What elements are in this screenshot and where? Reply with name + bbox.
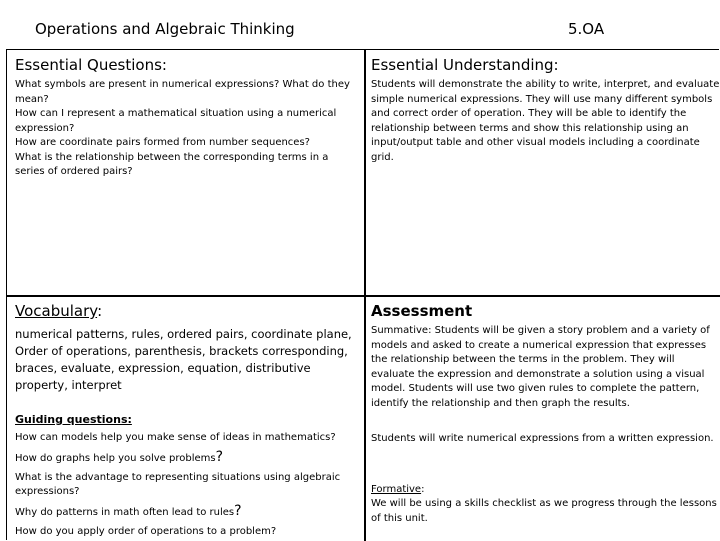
assessment-title: Assessment <box>371 302 473 320</box>
assessment-cell <box>371 302 720 526</box>
guiding-question-2 <box>15 450 360 466</box>
formative-label: Formative <box>371 483 422 495</box>
guiding-question-4 <box>15 504 360 520</box>
guiding-question-3: What is the advantage to representing situations using algebraic expressions? <box>15 472 341 497</box>
vocabulary-text: numerical patterns, rules, ordered pairs, coordinate plane, Order of operations, parenthesis, brackets corresponding, braces, evaluate, expression, equation, distributive property, interpret <box>15 327 352 392</box>
guiding-question-2-mark: ? <box>215 449 224 465</box>
formative-text: We will be using a skills checklist as we progress through the lessons of this unit. <box>371 498 717 524</box>
essential-understanding-text: Students will demonstrate the ability to write, interpret, and evaluate simple numerical expressions. They will use many different symbols and correct order of operation. They will be able to identify the relationship between terms and show this relationship using an input/output table and other visual models including a coordinate grid. <box>371 79 720 163</box>
summative-extra: Students will write numerical expressions from a written expression. <box>371 433 714 444</box>
essential-questions-cell <box>15 56 355 180</box>
vocabulary-heading <box>15 302 360 320</box>
vocabulary-title: Vocabulary <box>15 302 98 320</box>
essential-question-item: How are coordinate pairs formed from number sequences? <box>15 137 310 148</box>
guiding-question-4-text: Why do patterns in math often lead to rules <box>15 507 235 518</box>
grid-horizontal-divider <box>7 295 720 297</box>
summative-paragraph <box>371 324 720 411</box>
formative-colon: : <box>421 483 425 495</box>
essential-understanding-cell <box>371 56 720 165</box>
essential-understanding-title: Essential Understanding: <box>371 56 559 74</box>
vocabulary-cell <box>15 302 360 539</box>
essential-question-item: How can I represent a mathematical situation using a numerical expression? <box>15 108 337 134</box>
document-title: Operations and Algebraic Thinking <box>35 20 295 38</box>
guiding-question-5: How do you apply order of operations to a problem? <box>15 526 277 537</box>
vocabulary-colon: : <box>97 302 103 320</box>
standard-code: 5.OA <box>568 20 605 38</box>
essential-question-item: What is the relationship between the corresponding terms in a series of ordered pairs? <box>15 151 329 177</box>
essential-questions-title: Essential Questions: <box>15 56 167 74</box>
planning-grid <box>6 49 719 540</box>
guiding-questions-title: Guiding questions: <box>15 413 132 426</box>
formative-heading <box>371 483 720 498</box>
essential-question-item: What symbols are present in numerical expressions? What do they mean? <box>15 79 350 105</box>
guiding-question-2-text: How do graphs help you solve problems <box>15 453 216 464</box>
summative-label: Summative: <box>371 325 432 336</box>
summative-text: Students will be given a story problem and a variety of models and asked to create a numerical expression that expresses the relationship between the terms in the problem. They will evaluate the expression and demonstrate a solution using a visual model. Students will use two given rules to complete the pattern, identify the relationship and then graph the results. <box>371 325 710 409</box>
guiding-question-4-mark: ? <box>234 503 242 519</box>
guiding-question-1: How can models help you make sense of ideas in mathematics? <box>15 432 336 443</box>
